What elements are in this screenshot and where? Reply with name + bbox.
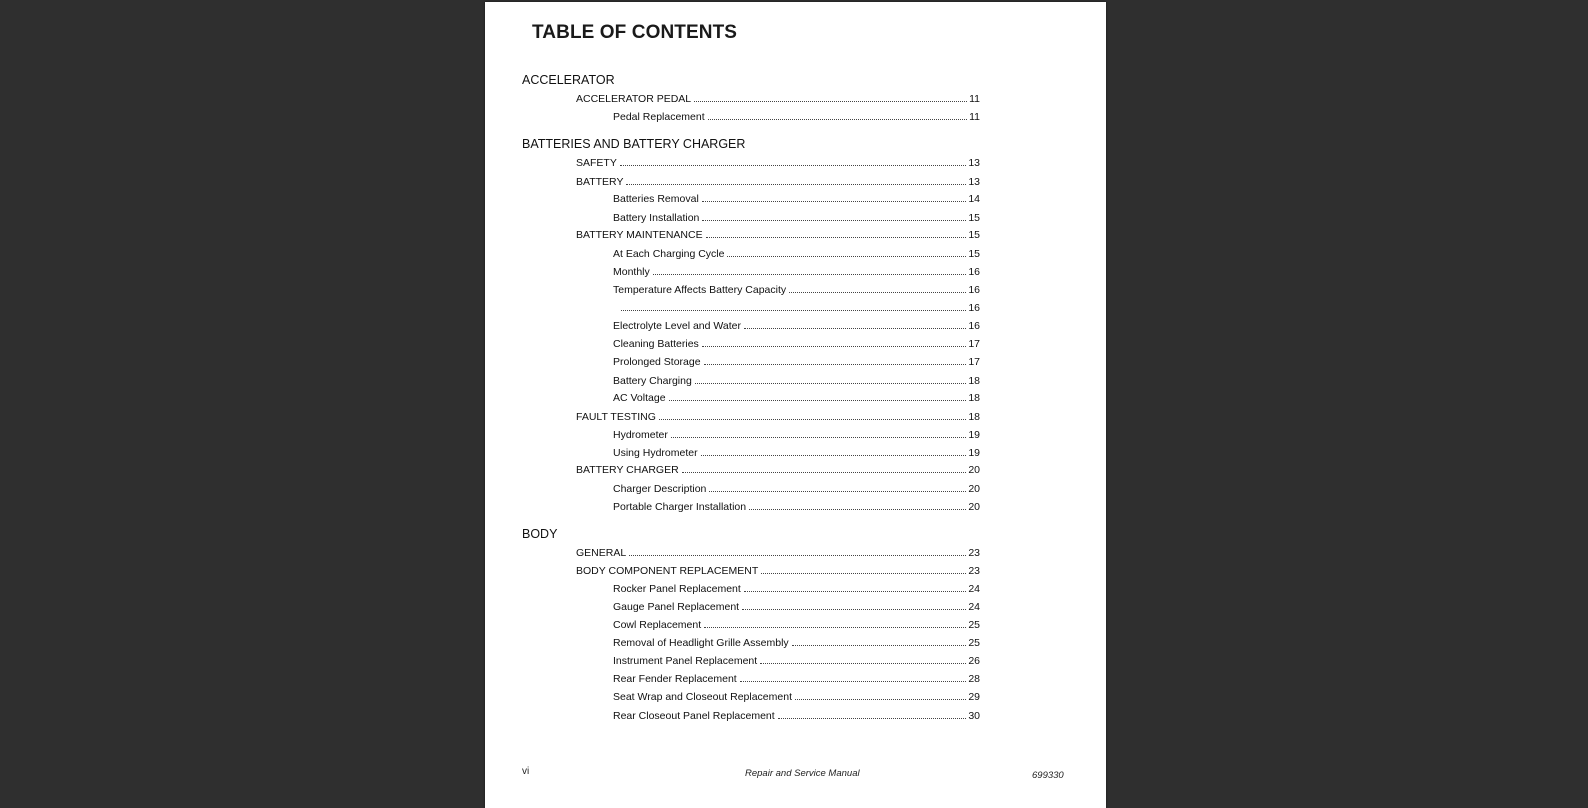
toc-entry-label: FAULT TESTING — [576, 411, 656, 423]
toc-dot-leader — [795, 699, 966, 700]
toc-entry[interactable] — [576, 464, 980, 476]
toc-page-number: 17 — [968, 356, 980, 368]
toc-subentry[interactable] — [613, 193, 980, 205]
toc-page-number: 19 — [968, 429, 980, 441]
toc-subentry[interactable] — [613, 501, 980, 513]
toc-page-number: 29 — [968, 691, 980, 703]
toc-dot-leader — [702, 201, 967, 202]
toc-entry-label: BATTERY CHARGER — [576, 464, 679, 476]
toc-entry-label: Battery Installation — [613, 212, 700, 224]
toc-subentry[interactable] — [613, 338, 980, 350]
toc-entry-label: Batteries Removal — [613, 193, 699, 205]
toc-subentry[interactable] — [613, 710, 980, 722]
toc-entry[interactable] — [576, 547, 980, 559]
toc-subentry[interactable] — [613, 673, 980, 685]
toc-entry-label: At Each Charging Cycle — [613, 248, 725, 260]
toc-entry-label: BATTERY — [576, 176, 624, 188]
toc-entry[interactable] — [576, 93, 980, 105]
toc-subentry[interactable] — [613, 392, 980, 404]
toc-entry-label: Portable Charger Installation — [613, 501, 747, 513]
toc-subentry[interactable] — [613, 320, 980, 332]
toc-subentry[interactable] — [613, 111, 980, 123]
toc-dot-leader — [671, 437, 966, 438]
toc-page-number: 25 — [968, 619, 980, 631]
toc-subentry[interactable] — [613, 284, 980, 296]
toc-page-number: 28 — [968, 673, 980, 685]
document-page — [485, 2, 1106, 808]
toc-subentry[interactable] — [613, 583, 980, 595]
toc-dot-leader — [740, 681, 967, 682]
toc-page-number: 11 — [969, 93, 980, 105]
toc-entry-label: Using Hydrometer — [613, 447, 698, 459]
toc-page-number: 16 — [968, 302, 980, 314]
toc-dot-leader — [744, 328, 966, 329]
toc-dot-leader — [704, 627, 966, 628]
toc-page-number: 30 — [968, 710, 980, 722]
toc-entry-label: Electrolyte Level and Water — [613, 320, 742, 332]
toc-page-number: 15 — [968, 248, 980, 260]
toc-dot-leader — [727, 256, 966, 257]
toc-subentry[interactable] — [613, 356, 980, 368]
toc-dot-leader — [708, 119, 967, 120]
toc-subentry[interactable] — [613, 375, 980, 387]
toc-entry-label: Battery Charging — [613, 375, 692, 387]
toc-page-number: 24 — [968, 583, 980, 595]
toc-dot-leader — [778, 718, 967, 719]
toc-dot-leader — [706, 237, 967, 238]
toc-entry[interactable] — [576, 229, 980, 241]
footer-document-number: 699330 — [1032, 770, 1064, 781]
toc-page-number: 18 — [968, 375, 980, 387]
toc-page-number: 20 — [968, 501, 980, 513]
toc-entry[interactable] — [576, 565, 980, 577]
toc-entry-label: GENERAL — [576, 547, 627, 559]
toc-page-number: 13 — [968, 176, 980, 188]
toc-entry[interactable] — [576, 176, 980, 188]
toc-section-heading: ACCELERATOR — [522, 73, 615, 87]
toc-dot-leader — [694, 101, 967, 102]
toc-entry-label: Hydrometer — [613, 429, 668, 441]
toc-subentry[interactable] — [613, 447, 980, 459]
toc-entry[interactable] — [576, 157, 980, 169]
toc-page-number: 23 — [968, 547, 980, 559]
toc-page-number: 15 — [968, 229, 980, 241]
toc-dot-leader — [621, 310, 966, 311]
toc-entry[interactable] — [576, 411, 980, 423]
toc-dot-leader — [789, 292, 966, 293]
toc-entry-label: Rear Closeout Panel Replacement — [613, 710, 775, 722]
toc-entry-label: SAFETY — [576, 157, 617, 169]
toc-page-number: 15 — [968, 212, 980, 224]
toc-page-number: 23 — [968, 565, 980, 577]
toc-entry-label: Removal of Headlight Grille Assembly — [613, 637, 789, 649]
footer-manual-title: Repair and Service Manual — [745, 768, 860, 779]
toc-entry-label: Rear Fender Replacement — [613, 673, 737, 685]
toc-subentry[interactable] — [613, 637, 980, 649]
toc-dot-leader — [761, 573, 966, 574]
toc-entry-label: Cleaning Batteries — [613, 338, 699, 350]
toc-entry-label: Charger Description — [613, 483, 707, 495]
toc-subentry[interactable] — [613, 429, 980, 441]
toc-page-number: 16 — [968, 266, 980, 278]
toc-dot-leader — [749, 509, 966, 510]
toc-dot-leader — [682, 472, 967, 473]
toc-page-number: 16 — [968, 284, 980, 296]
toc-dot-leader — [744, 591, 966, 592]
toc-subentry[interactable] — [618, 302, 980, 314]
toc-page-number: 20 — [968, 464, 980, 476]
table-of-contents — [485, 2, 1106, 762]
toc-entry-label: AC Voltage — [613, 392, 666, 404]
toc-dot-leader — [620, 165, 966, 166]
toc-subentry[interactable] — [613, 655, 980, 667]
toc-section-heading: BODY — [522, 527, 558, 541]
toc-entry-label: BATTERY MAINTENANCE — [576, 229, 703, 241]
footer-page-number: vi — [522, 766, 530, 777]
toc-entry-label: Instrument Panel Replacement — [613, 655, 758, 667]
toc-dot-leader — [742, 609, 966, 610]
toc-section-heading: BATTERIES AND BATTERY CHARGER — [522, 137, 746, 151]
toc-entry-label: Pedal Replacement — [613, 111, 705, 123]
toc-entry-label: Rocker Panel Replacement — [613, 583, 741, 595]
toc-entry-label: Cowl Replacement — [613, 619, 702, 631]
page-title: TABLE OF CONTENTS — [532, 22, 738, 43]
toc-dot-leader — [626, 184, 966, 185]
toc-subentry[interactable] — [613, 266, 980, 278]
toc-dot-leader — [702, 346, 967, 347]
toc-subentry[interactable] — [613, 483, 980, 495]
toc-dot-leader — [653, 274, 967, 275]
toc-page-number: 13 — [968, 157, 980, 169]
toc-dot-leader — [709, 491, 966, 492]
toc-page-number: 20 — [968, 483, 980, 495]
toc-dot-leader — [702, 220, 966, 221]
toc-entry-label: ACCELERATOR PEDAL — [576, 93, 692, 105]
toc-page-number: 25 — [968, 637, 980, 649]
toc-subentry[interactable] — [613, 601, 980, 613]
toc-page-number: 19 — [968, 447, 980, 459]
toc-entry-label: Seat Wrap and Closeout Replacement — [613, 691, 792, 703]
toc-page-number: 17 — [968, 338, 980, 350]
toc-entry-label: Temperature Affects Battery Capacity — [613, 284, 787, 296]
toc-dot-leader — [669, 400, 967, 401]
toc-dot-leader — [695, 383, 967, 384]
toc-entry-label: BODY COMPONENT REPLACEMENT — [576, 565, 759, 577]
toc-entry-label: Gauge Panel Replacement — [613, 601, 740, 613]
toc-page-number: 11 — [969, 111, 980, 123]
toc-subentry[interactable] — [613, 248, 980, 260]
toc-dot-leader — [704, 364, 967, 365]
toc-dot-leader — [760, 663, 966, 664]
toc-dot-leader — [659, 419, 966, 420]
toc-page-number: 14 — [968, 193, 980, 205]
toc-page-number: 26 — [968, 655, 980, 667]
toc-subentry[interactable] — [613, 619, 980, 631]
toc-page-number: 16 — [968, 320, 980, 332]
toc-subentry[interactable] — [613, 212, 980, 224]
toc-page-number: 24 — [968, 601, 980, 613]
toc-entry-label: Prolonged Storage — [613, 356, 701, 368]
toc-entry-label: Monthly — [613, 266, 650, 278]
toc-dot-leader — [629, 555, 966, 556]
toc-page-number: 18 — [968, 411, 980, 423]
toc-subentry[interactable] — [613, 691, 980, 703]
toc-dot-leader — [701, 455, 967, 456]
toc-dot-leader — [792, 645, 967, 646]
toc-page-number: 18 — [968, 392, 980, 404]
